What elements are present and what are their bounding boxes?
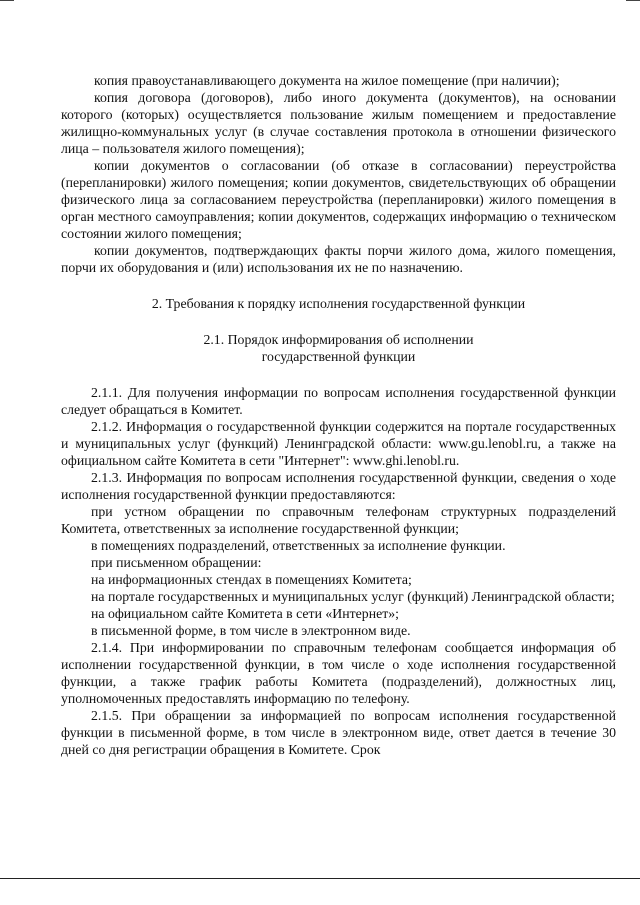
list-item: на информационных стендах в помещениях Комитета; [91,572,412,587]
document-body [61,72,616,758]
list-item: на официальном сайте Комитета в сети «Интернет»; [91,606,399,621]
list-item: копия правоустанавливающего документа на жилое помещение (при наличии); [94,73,560,88]
list-item: при письменном обращении: [91,555,262,570]
list-item: в помещениях подразделений, ответственных за исполнение функции. [91,538,506,553]
paragraph-2-1-2: 2.1.2. Информация о государственной функции содержится на портале государственных и муниципальных услуг (функций) Ленинградской области: www.gu.lenobl.ru, а также на официальном сайте Комитета в сети "Интернет": www.ghi.lenobl.ru. [61,419,616,468]
subsection-heading [61,331,616,365]
subsection-heading-line: 2.1. Порядок информирования об исполнении [203,332,474,347]
list-item: в письменной форме, в том числе в электронном виде. [91,623,411,638]
list-item: копия договора (договоров), либо иного документа (документов), на основании которого (которых) осуществляется пользование жилым помещением и предоставление жилищно-коммунальных услуг (в случае составления протокола в отношении физического лица – пользователя жилого помещения); [61,90,616,156]
paragraph-2-1-4: 2.1.4. При информировании по справочным телефонам сообщается информация об исполнении государственной функции, в том числе о ходе исполнения государственной функции, а также график работы Комитета (подразделений), должностных лиц, уполномоченных предоставлять информацию по телефону. [61,640,616,706]
paragraph-2-1-1: 2.1.1. Для получения информации по вопросам исполнения государственной функции следует обращаться в Комитет. [61,385,616,417]
list-item: копии документов о согласовании (об отказе в согласовании) переустройства (перепланировки) жилого помещения; копии документов, свидетельствующих об обращении физического лица за согласованием переустройства (перепланировки) жилого помещения в орган местного самоуправления; копии документов, содержащих информацию о техническом состоянии жилого помещения; [61,158,616,241]
section-heading: 2. Требования к порядку исполнения государственной функции [151,296,526,311]
list-item: при устном обращении по справочным телефонам структурных подразделений Комитета, ответственных за исполнение государственной функции; [61,504,616,536]
paragraph-2-1-5: 2.1.5. При обращении за информацией по вопросам исполнения государственной функции в письменной форме, в том числе в электронном виде, ответ дается в течение 30 дней со дня регистрации обращения в Комитете. Срок [61,708,616,757]
page-bottom-rule [0,878,640,879]
scan-edge-mark [626,0,640,1]
list-item: копии документов, подтверждающих факты порчи жилого дома, жилого помещения, порчи их оборудования и (или) использования их не по назначению. [61,243,616,275]
subsection-heading-line: государственной функции [261,349,416,364]
scan-edge-mark [0,0,14,1]
list-item: на портале государственных и муниципальных услуг (функций) Ленинградской области; [91,589,615,604]
paragraph-2-1-3: 2.1.3. Информация по вопросам исполнения государственной функции, сведения о ходе исполнения государственной функции предоставляются: [61,470,616,502]
